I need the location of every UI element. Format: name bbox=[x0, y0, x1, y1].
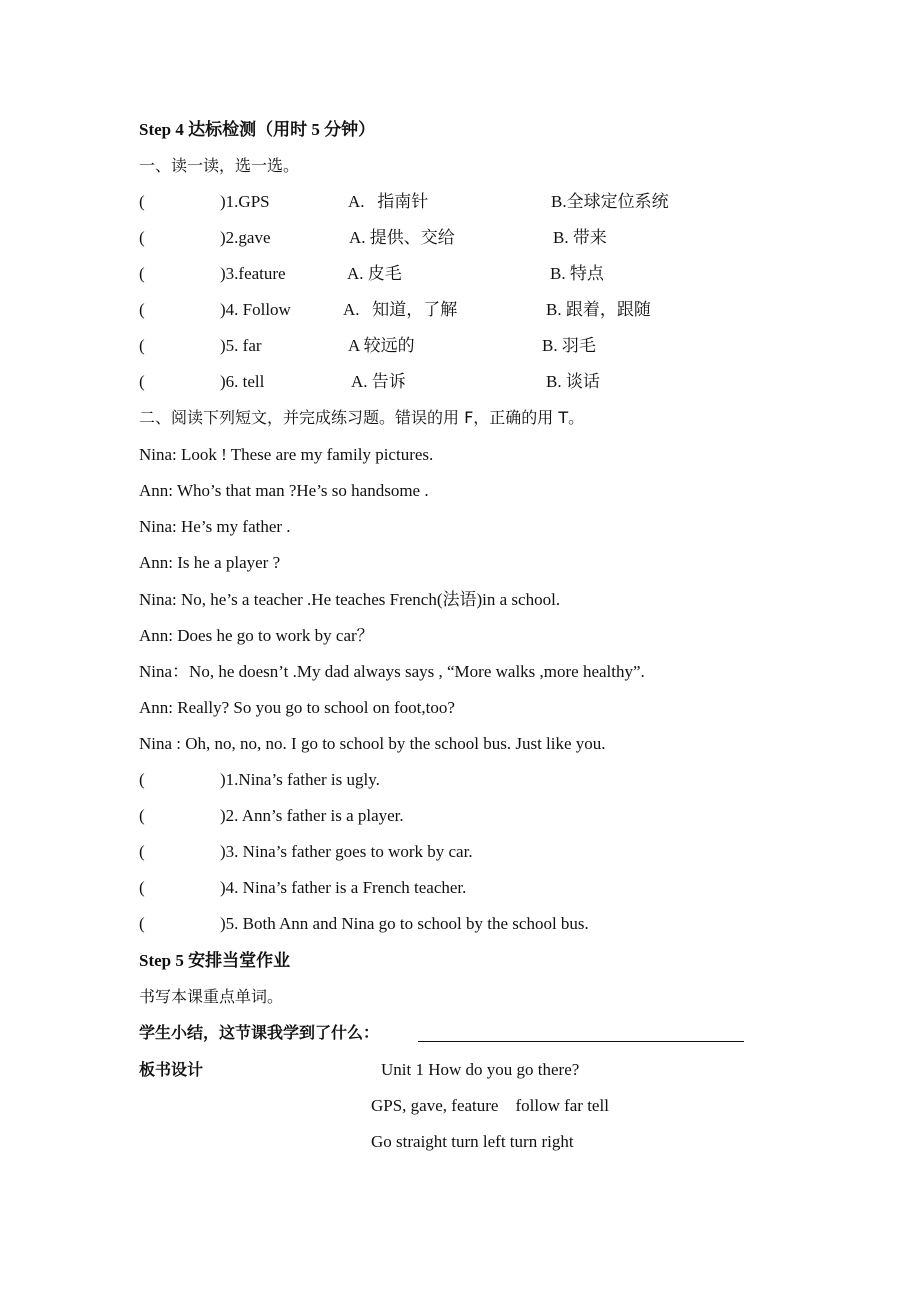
statement-text: )3. Nina’s father goes to work by car. bbox=[220, 842, 473, 861]
part2-heading: 二、阅读下列短文，并完成练习题。错误的用 F，正确的用 T。 bbox=[139, 408, 585, 427]
dialogue-line: Nina：No, he doesn’t .My dad always says , “More walks ,more healthy”. bbox=[139, 662, 645, 681]
step5-title: Step 5 安排当堂作业 bbox=[139, 951, 291, 970]
dialogue-line: Ann: Does he go to work by car？ bbox=[139, 626, 374, 645]
statement-text: )4. Nina’s father is a French teacher. bbox=[220, 878, 467, 897]
option-b: B. 谈话 bbox=[546, 372, 600, 391]
summary-prompt: 学生小结，这节课我学到了什么： bbox=[139, 1023, 380, 1042]
option-a: A 较远的 bbox=[348, 336, 415, 355]
summary-answer-line[interactable] bbox=[418, 1041, 744, 1042]
answer-blank[interactable]: ( bbox=[139, 770, 145, 789]
board-design-title: Unit 1 How do you go there? bbox=[381, 1060, 580, 1079]
answer-blank[interactable]: ( bbox=[139, 914, 145, 933]
answer-blank[interactable]: ( bbox=[139, 300, 145, 319]
dialogue-line: Ann: Really? So you go to school on foot,too? bbox=[139, 698, 455, 717]
dialogue-line: Ann: Is he a player ? bbox=[139, 553, 281, 572]
statement-text: )5. Both Ann and Nina go to school by the school bus. bbox=[220, 914, 589, 933]
answer-blank[interactable]: ( bbox=[139, 806, 145, 825]
answer-blank[interactable]: ( bbox=[139, 842, 145, 861]
option-b: B. 跟着，跟随 bbox=[546, 300, 651, 319]
answer-blank[interactable]: ( bbox=[139, 192, 145, 211]
option-b: B.全球定位系统 bbox=[551, 192, 669, 211]
question-word: )2.gave bbox=[220, 228, 271, 247]
answer-blank[interactable]: ( bbox=[139, 372, 145, 391]
option-b: B. 特点 bbox=[550, 264, 604, 283]
option-a: A. 指南针 bbox=[348, 192, 429, 211]
board-design-vocab: GPS, gave, feature follow far tell bbox=[371, 1096, 609, 1115]
option-b: B. 羽毛 bbox=[542, 336, 596, 355]
option-a: A. 告诉 bbox=[351, 372, 406, 391]
homework-text: 书写本课重点单词。 bbox=[139, 987, 284, 1006]
dialogue-line: Nina : Oh, no, no, no. I go to school by the school bus. Just like you. bbox=[139, 734, 606, 753]
dialogue-line: Nina: Look ! These are my family pictures. bbox=[139, 445, 434, 464]
answer-blank[interactable]: ( bbox=[139, 878, 145, 897]
answer-blank[interactable]: ( bbox=[139, 336, 145, 355]
question-word: )6. tell bbox=[220, 372, 265, 391]
dialogue-line: Nina: He’s my father . bbox=[139, 517, 291, 536]
option-a: A. 提供、交给 bbox=[349, 228, 455, 247]
board-design-label: 板书设计 bbox=[139, 1060, 204, 1079]
answer-blank[interactable]: ( bbox=[139, 264, 145, 283]
statement-text: )1.Nina’s father is ugly. bbox=[220, 770, 380, 789]
board-design-phrases: Go straight turn left turn right bbox=[371, 1132, 574, 1151]
question-word: )4. Follow bbox=[220, 300, 291, 319]
question-word: )3.feature bbox=[220, 264, 286, 283]
dialogue-line: Ann: Who’s that man ?He’s so handsome . bbox=[139, 481, 429, 500]
option-a: A. 皮毛 bbox=[347, 264, 402, 283]
question-word: )5. far bbox=[220, 336, 262, 355]
statement-text: )2. Ann’s father is a player. bbox=[220, 806, 404, 825]
question-word: )1.GPS bbox=[220, 192, 270, 211]
option-a: A. 知道，了解 bbox=[343, 300, 458, 319]
option-b: B. 带来 bbox=[553, 228, 607, 247]
step4-title: Step 4 达标检测（用时 5 分钟） bbox=[139, 120, 376, 139]
dialogue-line: Nina: No, he’s a teacher .He teaches French(法语)in a school. bbox=[139, 590, 561, 609]
answer-blank[interactable]: ( bbox=[139, 228, 145, 247]
part1-heading: 一、读一读，选一选。 bbox=[139, 156, 300, 175]
